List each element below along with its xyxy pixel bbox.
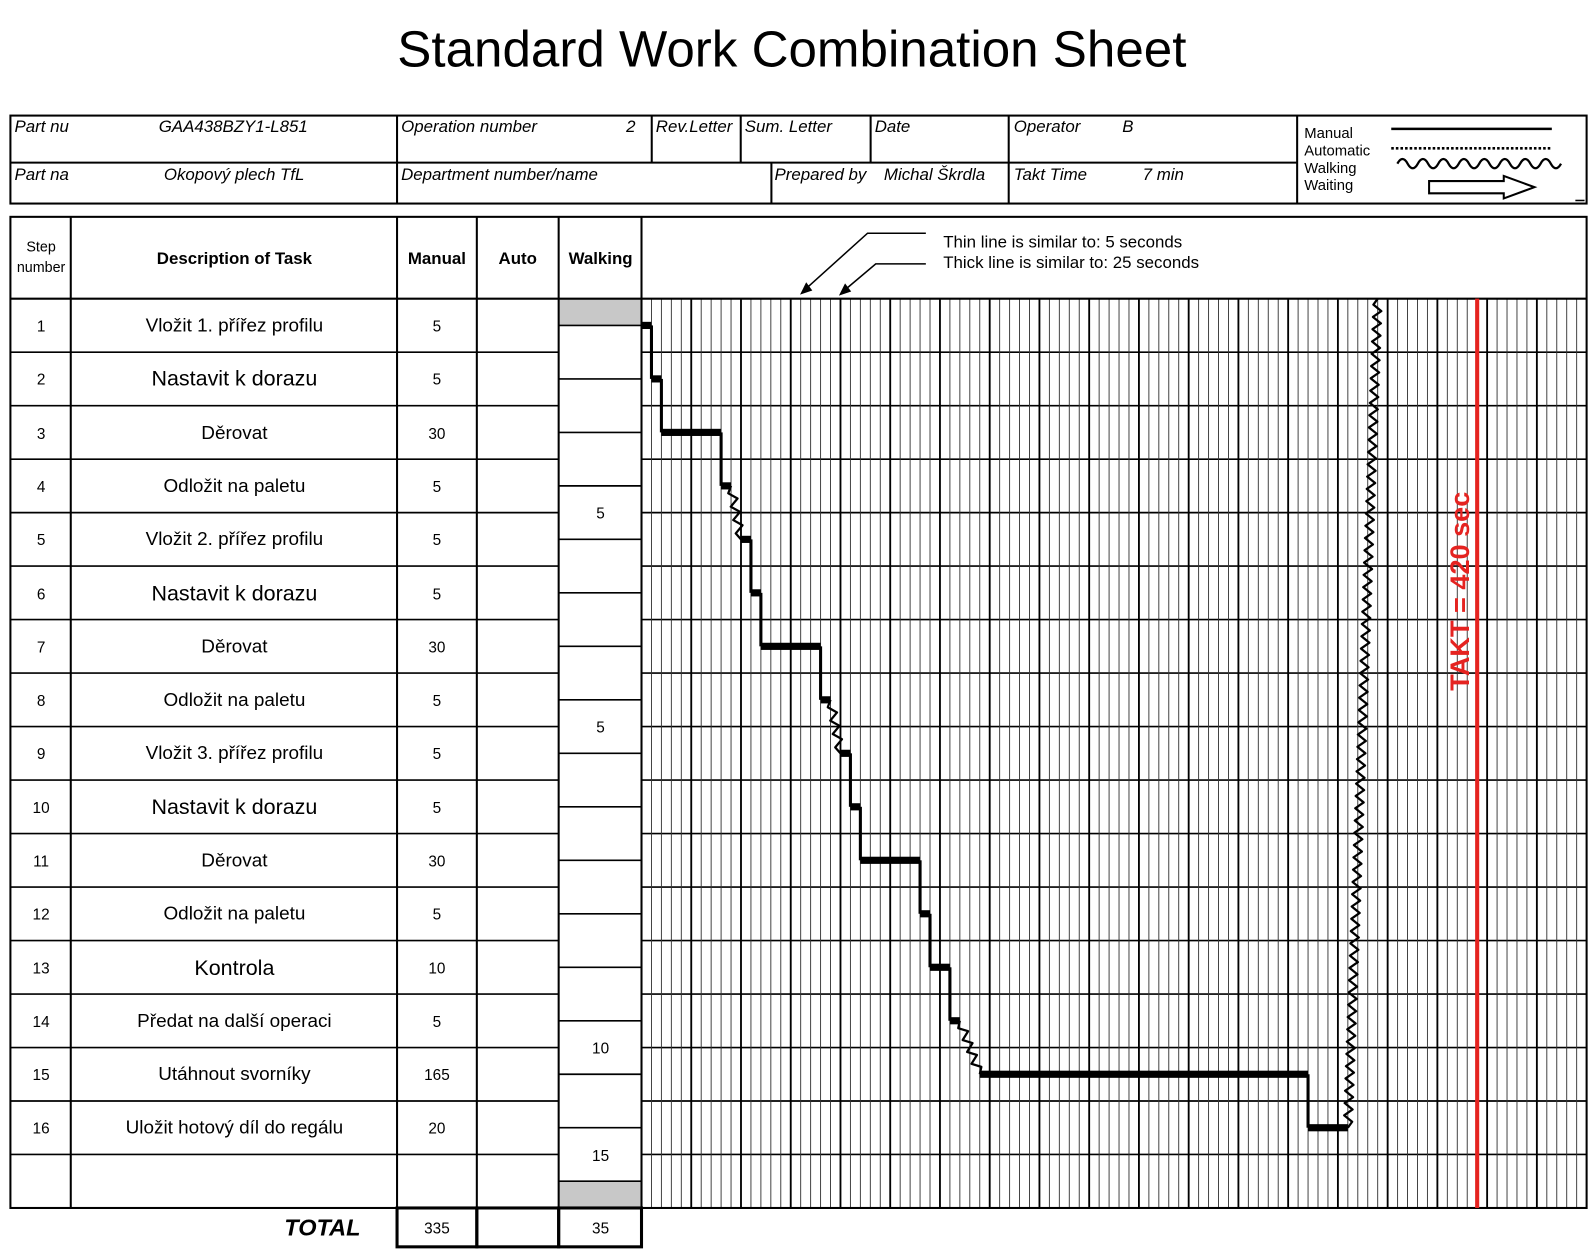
date-label: Date <box>874 116 911 136</box>
task-description: Děrovat <box>201 850 268 872</box>
walking-shaded-cell <box>559 299 642 326</box>
step-number: 13 <box>32 960 50 978</box>
total-manual-value: 335 <box>424 1220 450 1238</box>
walking-time: 15 <box>592 1147 610 1165</box>
manual-time: 5 <box>432 692 442 710</box>
part-name-value: Okopový plech TfL <box>163 165 305 185</box>
task-description: Děrovat <box>201 636 268 658</box>
part-number-value: GAA438BZY1-L851 <box>158 116 308 136</box>
task-description: Nastavit k dorazu <box>151 581 318 606</box>
manual-time: 5 <box>432 745 442 763</box>
legend-label-manual: Manual <box>1304 126 1353 143</box>
takt-time-label: Takt Time <box>1013 165 1088 185</box>
prepared-by-value: Michal Škrdla <box>883 165 986 185</box>
task-description: Vložit 2. přířez profilu <box>145 529 324 551</box>
legend-label-waiting: Waiting <box>1304 178 1354 195</box>
thick-line-note: Thick line is similar to: 25 seconds <box>943 252 1200 272</box>
manual-time: 10 <box>428 960 446 978</box>
manual-bar-step-7 <box>761 643 821 650</box>
step-number: 3 <box>36 425 46 443</box>
task-description: Nastavit k dorazu <box>151 366 318 391</box>
step-number: 11 <box>33 853 50 871</box>
manual-time: 30 <box>428 639 446 657</box>
legend-label-automatic: Automatic <box>1304 143 1371 160</box>
thin-line-note: Thin line is similar to: 5 seconds <box>943 232 1183 252</box>
operation-number-label: Operation number <box>401 116 538 136</box>
operator-label: Operator <box>1013 116 1081 136</box>
step-number: 1 <box>36 318 46 336</box>
manual-time: 20 <box>428 1120 446 1138</box>
manual-time: 5 <box>432 478 442 496</box>
step-number: 4 <box>36 478 46 496</box>
takt-label: TAKT = 420 sec <box>1443 491 1475 691</box>
task-description: Odložit na paletu <box>163 689 306 711</box>
step-number-header-line1: Step <box>26 239 56 256</box>
walking-time: 5 <box>596 505 605 523</box>
department-label: Department number/name <box>401 165 598 185</box>
manual-bar-step-3 <box>661 429 721 436</box>
manual-time: 165 <box>424 1067 450 1085</box>
walking-shaded-cell <box>559 1181 642 1208</box>
step-number: 8 <box>36 692 46 710</box>
step-number: 14 <box>32 1013 50 1031</box>
task-description: Odložit na paletu <box>163 475 306 497</box>
step-number: 10 <box>32 800 50 818</box>
step-number: 6 <box>36 586 46 604</box>
step-number: 15 <box>32 1067 50 1085</box>
takt-time-value: 7 min <box>1142 165 1184 185</box>
task-description: Nastavit k dorazu <box>151 795 318 820</box>
step-number: 9 <box>36 745 46 763</box>
task-description: Předat na další operaci <box>137 1010 332 1032</box>
task-description: Kontrola <box>194 955 275 980</box>
manual-time: 5 <box>432 318 442 336</box>
task-description: Utáhnout svorníky <box>158 1064 311 1086</box>
operation-number-value: 2 <box>626 116 636 136</box>
legend-label-walking: Walking <box>1304 160 1357 177</box>
step-number: 12 <box>32 906 50 924</box>
sum-letter-label: Sum. Letter <box>744 116 832 136</box>
prepared-by-label: Prepared by <box>774 165 867 185</box>
manual-time: 30 <box>428 853 446 871</box>
step-number: 16 <box>32 1120 50 1138</box>
page-title: Standard Work Combination Sheet <box>397 20 1187 78</box>
task-description: Děrovat <box>201 422 268 444</box>
auto-header: Auto <box>498 248 537 268</box>
manual-header: Manual <box>407 248 466 268</box>
manual-bar-step-11 <box>860 857 920 864</box>
total-label: TOTAL <box>284 1214 361 1241</box>
task-description: Vložit 3. přířez profilu <box>145 742 324 764</box>
rev-letter-label: Rev.Letter <box>655 116 733 136</box>
manual-time: 5 <box>432 586 442 604</box>
walking-header: Walking <box>568 248 633 268</box>
description-header: Description of Task <box>156 248 313 268</box>
manual-time: 5 <box>432 371 442 389</box>
part-number-label: Part nu <box>14 116 69 136</box>
manual-bar-step-13 <box>930 964 950 971</box>
manual-bar-step-16 <box>1308 1124 1348 1131</box>
step-number: 5 <box>36 532 46 550</box>
walking-time: 5 <box>596 719 605 737</box>
step-number-header-line2: number <box>16 260 66 277</box>
manual-time: 5 <box>432 1013 442 1031</box>
task-description: Odložit na paletu <box>163 903 306 925</box>
operator-value: B <box>1122 116 1134 136</box>
manual-bar-step-15 <box>980 1071 1308 1078</box>
step-number: 2 <box>36 371 46 389</box>
task-description: Vložit 1. přířez profilu <box>145 315 324 337</box>
manual-time: 5 <box>432 532 442 550</box>
task-description: Uložit hotový díl do regálu <box>125 1117 344 1139</box>
part-name-label: Part na <box>14 165 69 185</box>
total-walking-value: 35 <box>592 1220 610 1238</box>
manual-time: 5 <box>432 800 442 818</box>
step-number: 7 <box>36 639 46 657</box>
manual-time: 30 <box>428 425 446 443</box>
walking-time: 10 <box>592 1040 610 1058</box>
manual-time: 5 <box>432 906 442 924</box>
